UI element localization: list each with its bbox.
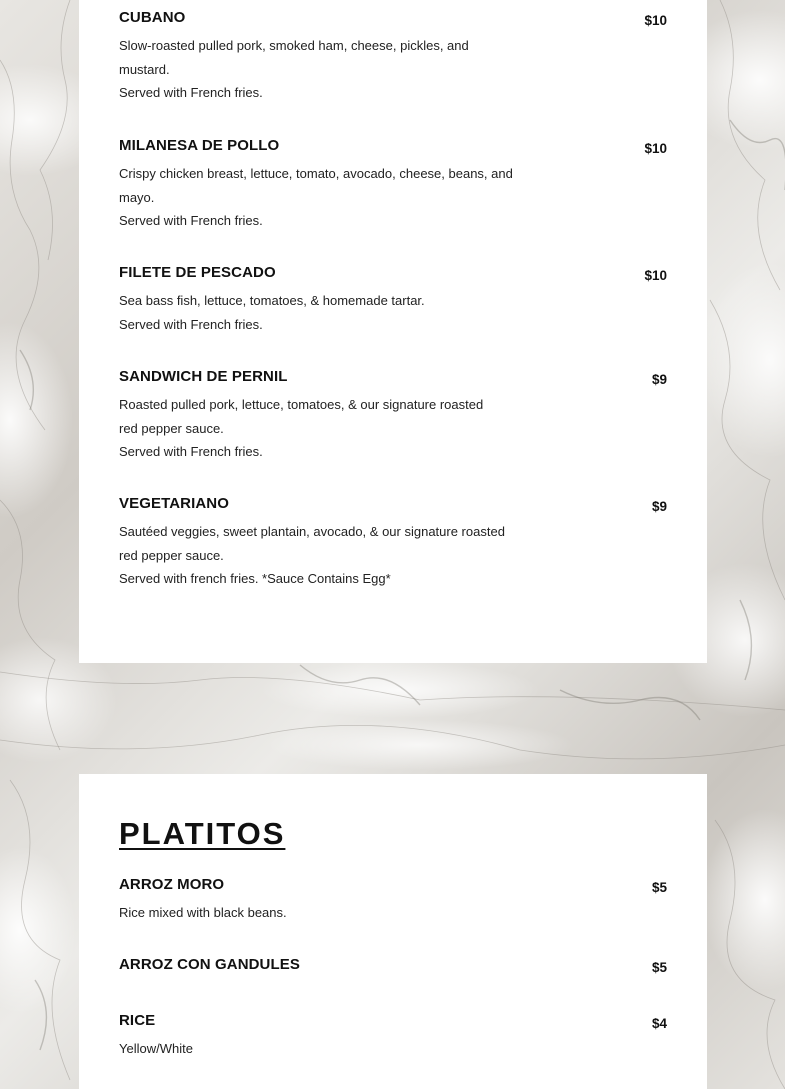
menu-item <box>119 956 667 974</box>
menu-item <box>119 495 667 591</box>
description-line: Rice mixed with black beans. <box>119 905 287 920</box>
item-description <box>119 1037 539 1061</box>
menu-item <box>119 264 667 336</box>
item-name: FILETE DE PESCADO <box>119 264 276 281</box>
item-description <box>119 162 539 233</box>
menu-item <box>119 137 667 233</box>
item-price: $5 <box>651 880 667 895</box>
description-line: Served with French fries. <box>119 444 263 460</box>
description-line: Sea bass fish, lettuce, tomatoes, & homemade tartar. <box>119 293 425 308</box>
description-line: Roasted pulled pork, lettuce, tomatoes, & our signature roasted <box>119 397 484 412</box>
menu-item <box>119 876 667 925</box>
description-line: red pepper sauce. <box>119 547 224 563</box>
item-name: CUBANO <box>119 9 186 26</box>
item-price: $10 <box>644 141 667 156</box>
item-name: VEGETARIANO <box>119 495 229 512</box>
description-line: Served with French fries. <box>119 85 263 101</box>
item-description <box>119 901 539 925</box>
item-description <box>119 34 539 105</box>
item-price: $9 <box>651 372 667 387</box>
menu-item <box>119 368 667 464</box>
menu-item <box>119 1012 667 1061</box>
platitos-menu-panel <box>79 774 707 1089</box>
item-name: MILANESA DE POLLO <box>119 137 280 154</box>
item-price: $5 <box>651 960 667 975</box>
item-name: SANDWICH DE PERNIL <box>119 368 288 385</box>
sandwich-menu-panel <box>79 0 707 663</box>
description-line: Slow-roasted pulled pork, smoked ham, cheese, pickles, and <box>119 38 469 53</box>
description-line: Served with french fries. *Sauce Contains Egg* <box>119 571 391 587</box>
item-name: ARROZ MORO <box>119 876 225 893</box>
description-line: red pepper sauce. <box>119 420 224 436</box>
menu-item <box>119 9 667 105</box>
description-line: Served with French fries. <box>119 213 263 229</box>
item-description <box>119 520 539 591</box>
description-line: Crispy chicken breast, lettuce, tomato, avocado, cheese, beans, and <box>119 166 513 181</box>
item-description <box>119 289 539 336</box>
item-price: $9 <box>651 499 667 514</box>
description-line: mayo. <box>119 189 155 205</box>
description-line: Yellow/White <box>119 1041 193 1056</box>
description-line: mustard. <box>119 61 170 77</box>
item-price: $10 <box>644 268 667 283</box>
description-line: Sautéed veggies, sweet plantain, avocado, & our signature roasted <box>119 524 505 539</box>
item-description <box>119 393 539 464</box>
item-price: $4 <box>651 1016 667 1031</box>
item-price: $10 <box>644 13 667 28</box>
description-line: Served with French fries. <box>119 316 263 332</box>
item-name: RICE <box>119 1012 156 1029</box>
section-title: PLATITOS <box>119 816 286 851</box>
item-name: ARROZ CON GANDULES <box>119 956 300 973</box>
